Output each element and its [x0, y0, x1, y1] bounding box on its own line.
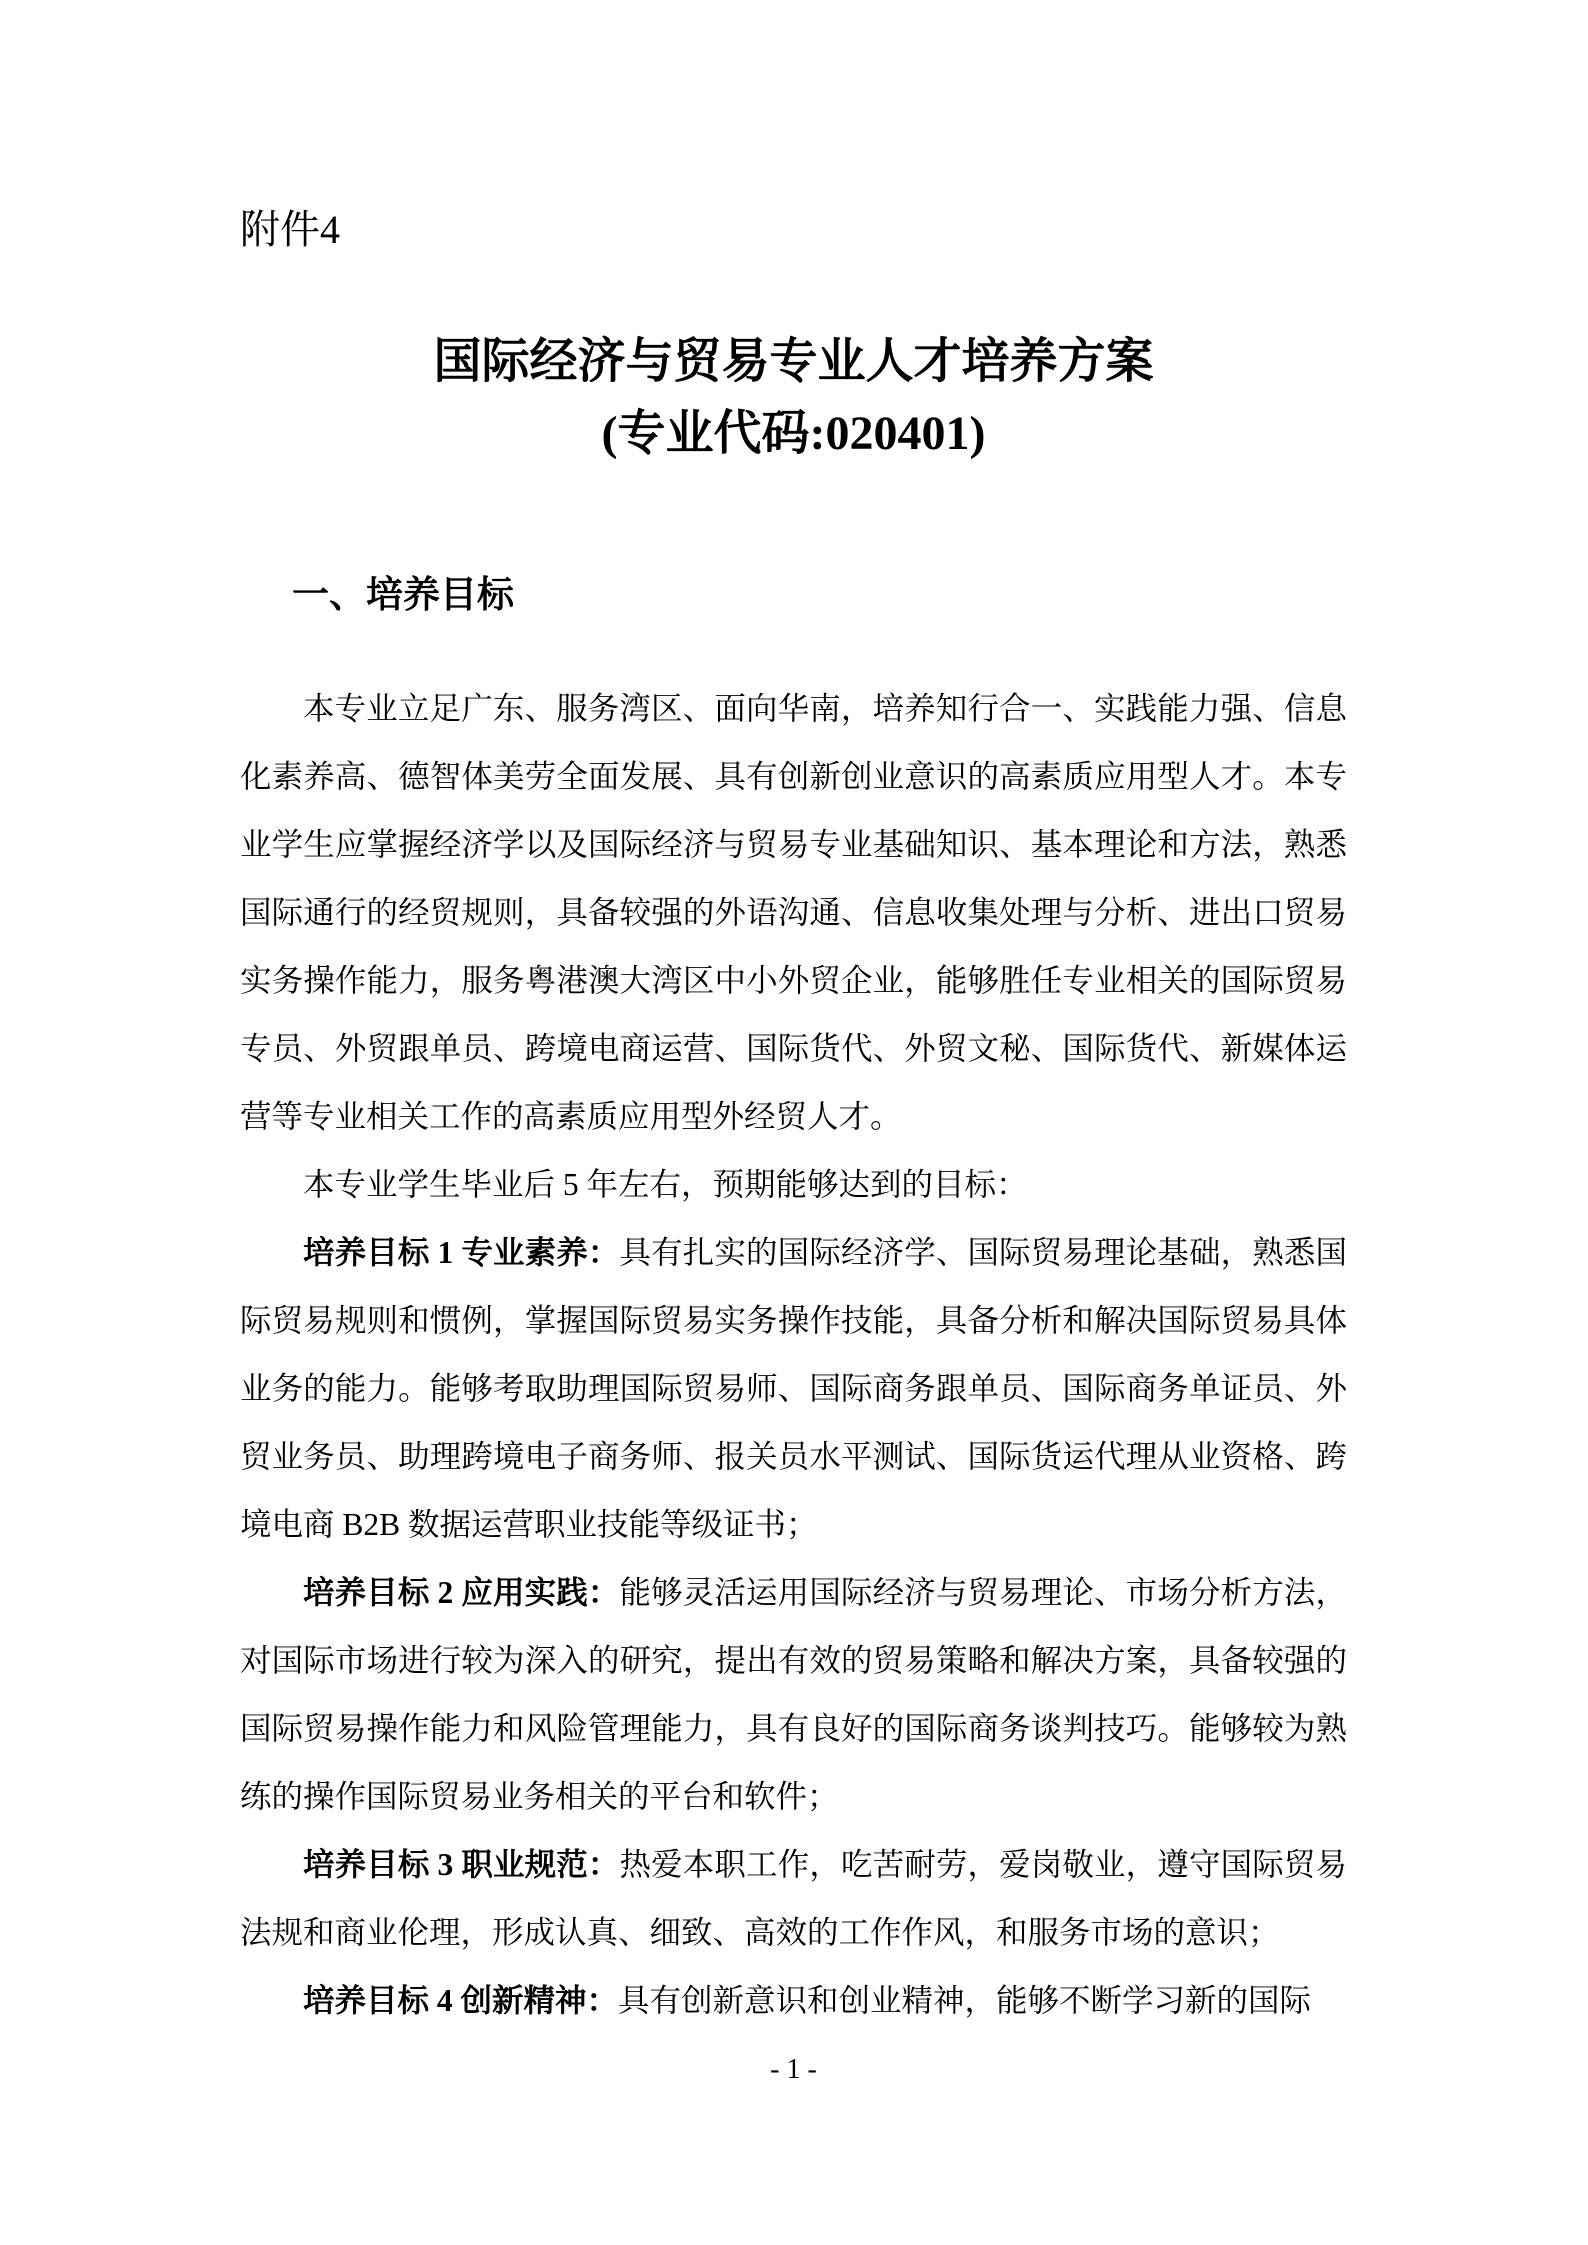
attachment-label: 附件4 — [240, 207, 340, 252]
goal-4-text: 具有创新意识和创业精神，能够不断学习新的国际 — [618, 1983, 1312, 2018]
goal-3-label: 培养目标 3 职业规范： — [303, 1847, 620, 1882]
document-title — [240, 326, 1347, 470]
section-heading-training-objectives: 一、培养目标 — [292, 574, 514, 615]
goal-1-label: 培养目标 1 专业素养： — [303, 1235, 620, 1270]
title-line-main: 国际经济与贸易专业人才培养方案 — [433, 335, 1154, 388]
goal-2-label: 培养目标 2 应用实践： — [303, 1575, 620, 1610]
goal-1-text: 具有扎实的国际经济学、国际贸易理论基础，熟悉国际贸易规则和惯例，掌握国际贸易实务操作技能，具备分析和解决国际贸易具体业务的能力。能够考取助理国际贸易师、国际商务跟单员、国际商务单证员、外贸业务员、助理跨境电子商务师、报关员水平测试、国际货运代理从业资格、跨境电商 B2B 数据运营职业技能等级证书； — [240, 1235, 1347, 1542]
goal-paragraph-2 — [240, 1559, 1347, 1831]
expectation-paragraph: 本专业学生毕业后 5 年左右，预期能够达到的目标： — [303, 1167, 1028, 1202]
goal-2-text: 能够灵活运用国际经济与贸易理论、市场分析方法，对国际市场进行较为深入的研究，提出有效的贸易策略和解决方案，具备较强的国际贸易操作能力和风险管理能力，具有良好的国际商务谈判技巧。能够较为熟练的操作国际贸易业务相关的平台和软件； — [240, 1575, 1347, 1814]
title-line-code: (专业代码:020401) — [601, 407, 986, 460]
goal-paragraph-1 — [240, 1219, 1347, 1559]
page-number: - 1 - — [770, 2054, 817, 2085]
intro-paragraph: 本专业立足广东、服务湾区、面向华南，培养知行合一、实践能力强、信息化素养高、德智体美劳全面发展、具有创新创业意识的高素质应用型人才。本专业学生应掌握经济学以及国际经济与贸易专业基础知识、基本理论和方法，熟悉国际通行的经贸规则，具备较强的外语沟通、信息收集处理与分析、进出口贸易实务操作能力，服务粤港澳大湾区中小外贸企业，能够胜任专业相关的国际贸易专员、外贸跟单员、跨境电商运营、国际货代、外贸文秘、国际货代、新媒体运营等专业相关工作的高素质应用型外经贸人才。 — [240, 691, 1347, 1134]
goal-paragraph-3 — [240, 1831, 1347, 1967]
goal-3-text: 热爱本职工作，吃苦耐劳，爱岗敬业，遵守国际贸易法规和商业伦理，形成认真、细致、高效的工作作风，和服务市场的意识； — [240, 1847, 1347, 1950]
goal-4-label: 培养目标 4 创新精神： — [303, 1983, 619, 2018]
section-body — [240, 675, 1347, 2035]
goal-paragraph-4 — [240, 1967, 1347, 2035]
